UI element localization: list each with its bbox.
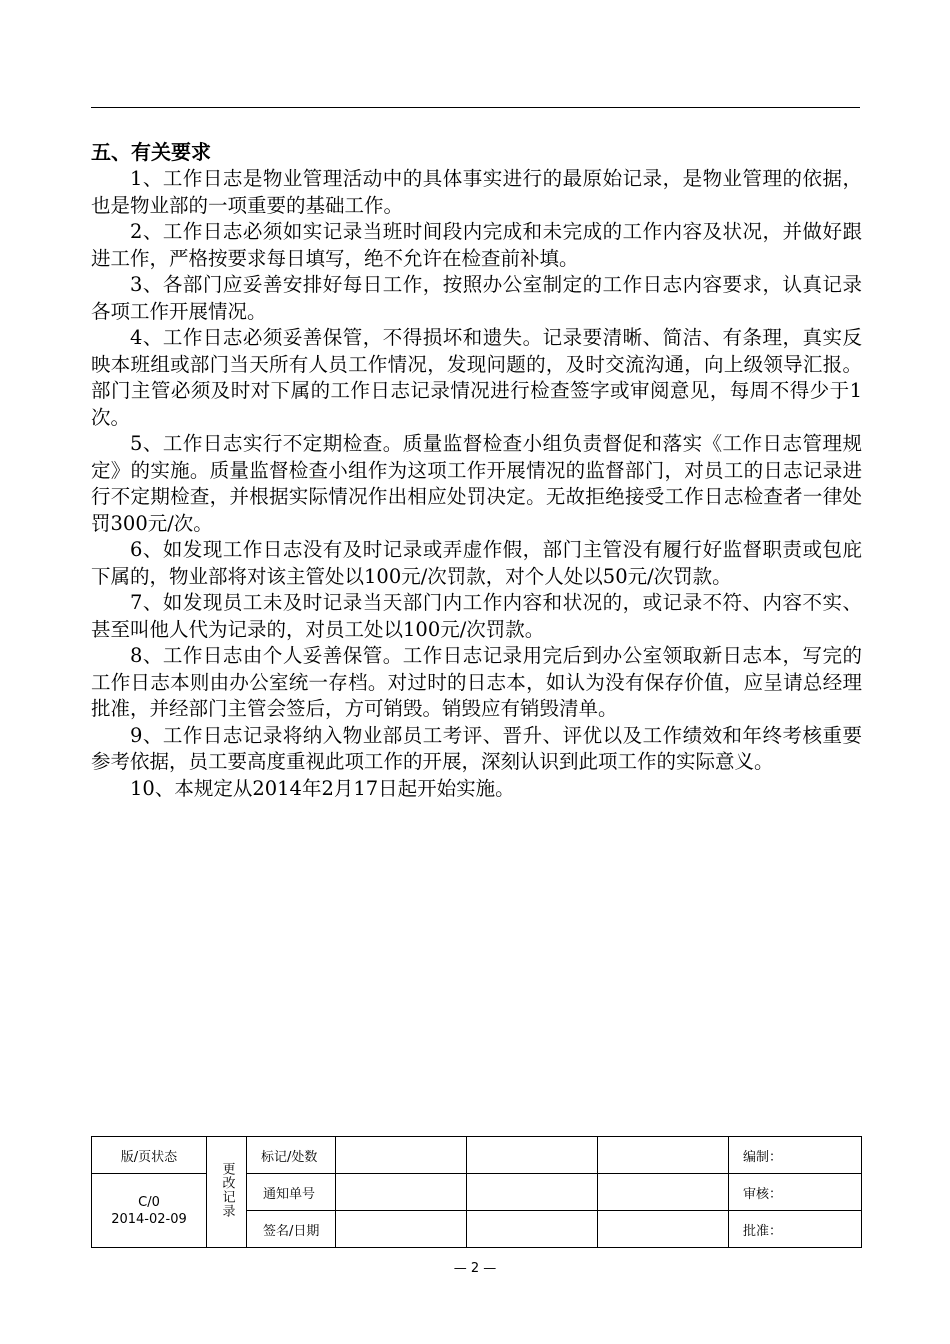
sign-cell-3 [598,1211,729,1248]
compiled-label: 编制： [729,1137,862,1174]
notice-cell-1 [336,1174,467,1211]
section-title: 五、有关要求 [91,140,211,164]
paragraph-3: 3、各部门应妥善安排好每日工作，按照办公室制定的工作日志内容要求，认真记录各项工作开展情况。 [91,273,862,323]
sign-cell-1 [336,1211,467,1248]
change-record-label: 更改记录 [219,1162,235,1218]
paragraph-10: 10、本规定从2014年2月17日起开始实施。 [130,776,515,800]
notice-label: 通知单号 [247,1174,336,1211]
paragraph-2: 2、工作日志必须如实记录当班时间段内完成和未完成的工作内容及状况，并做好跟进工作，严格按要求每日填写，绝不允许在检查前补填。 [91,220,862,270]
paragraph-7: 7、如发现员工未及时记录当天部门内工作内容和状况的，或记录不符、内容不实、甚至叫他人代为记录的，对员工处以100元/次罚款。 [91,591,862,641]
mark-label: 标记/处数 [247,1137,336,1174]
revision-table [91,1136,862,1248]
reviewed-label: 审核： [729,1174,862,1211]
paragraph-4: 4、工作日志必须妥善保管，不得损坏和遗失。记录要清晰、简洁、有条理，真实反映本班组或部门当天所有人员工作情况，发现问题的，及时交流沟通，向上级领导汇报。部门主管必须及时对下属的工作日志记录情况进行检查签字或审阅意见，每周不得少于1次。 [91,326,862,429]
paragraph-8: 8、工作日志由个人妥善保管。工作日志记录用完后到办公室领取新日志本，写完的工作日志本则由办公室统一存档。对过时的日志本，如认为没有保存价值，应呈请总经理批准，并经部门主管会签后，方可销毁。销毁应有销毁清单。 [91,644,862,720]
status-label: 版/页状态 [92,1137,207,1174]
page-number: — 2 — [453,1261,497,1276]
document-body [91,138,862,802]
version-value: C/0 [138,1194,160,1210]
mark-cell-1 [336,1137,467,1174]
approved-label: 批准： [729,1211,862,1248]
header-rule [91,107,860,108]
version-date: 2014-02-09 [111,1211,187,1227]
paragraph-1: 1、工作日志是物业管理活动中的具体事实进行的最原始记录，是物业管理的依据，也是物业部的一项重要的基础工作。 [91,167,862,217]
notice-cell-3 [598,1174,729,1211]
mark-cell-3 [598,1137,729,1174]
change-record-cell [207,1137,247,1248]
notice-cell-2 [467,1174,598,1211]
version-cell [92,1174,207,1248]
paragraph-9: 9、工作日志记录将纳入物业部员工考评、晋升、评优以及工作绩效和年终考核重要参考依据，员工要高度重视此项工作的开展，深刻认识到此项工作的实际意义。 [91,723,862,773]
mark-cell-2 [467,1137,598,1174]
sign-cell-2 [467,1211,598,1248]
paragraph-6: 6、如发现工作日志没有及时记录或弄虚作假，部门主管没有履行好监督职责或包庇下属的，物业部将对该主管处以100元/次罚款，对个人处以50元/次罚款。 [91,538,862,588]
sign-label: 签名/日期 [247,1211,336,1248]
paragraph-5: 5、工作日志实行不定期检查。质量监督检查小组负责督促和落实《工作日志管理规定》的实施。质量监督检查小组作为这项工作开展情况的监督部门，对员工的日志记录进行不定期检查，并根据实际情况作出相应处罚决定。无故拒绝接受工作日志检查者一律处罚300元/次。 [91,432,862,535]
